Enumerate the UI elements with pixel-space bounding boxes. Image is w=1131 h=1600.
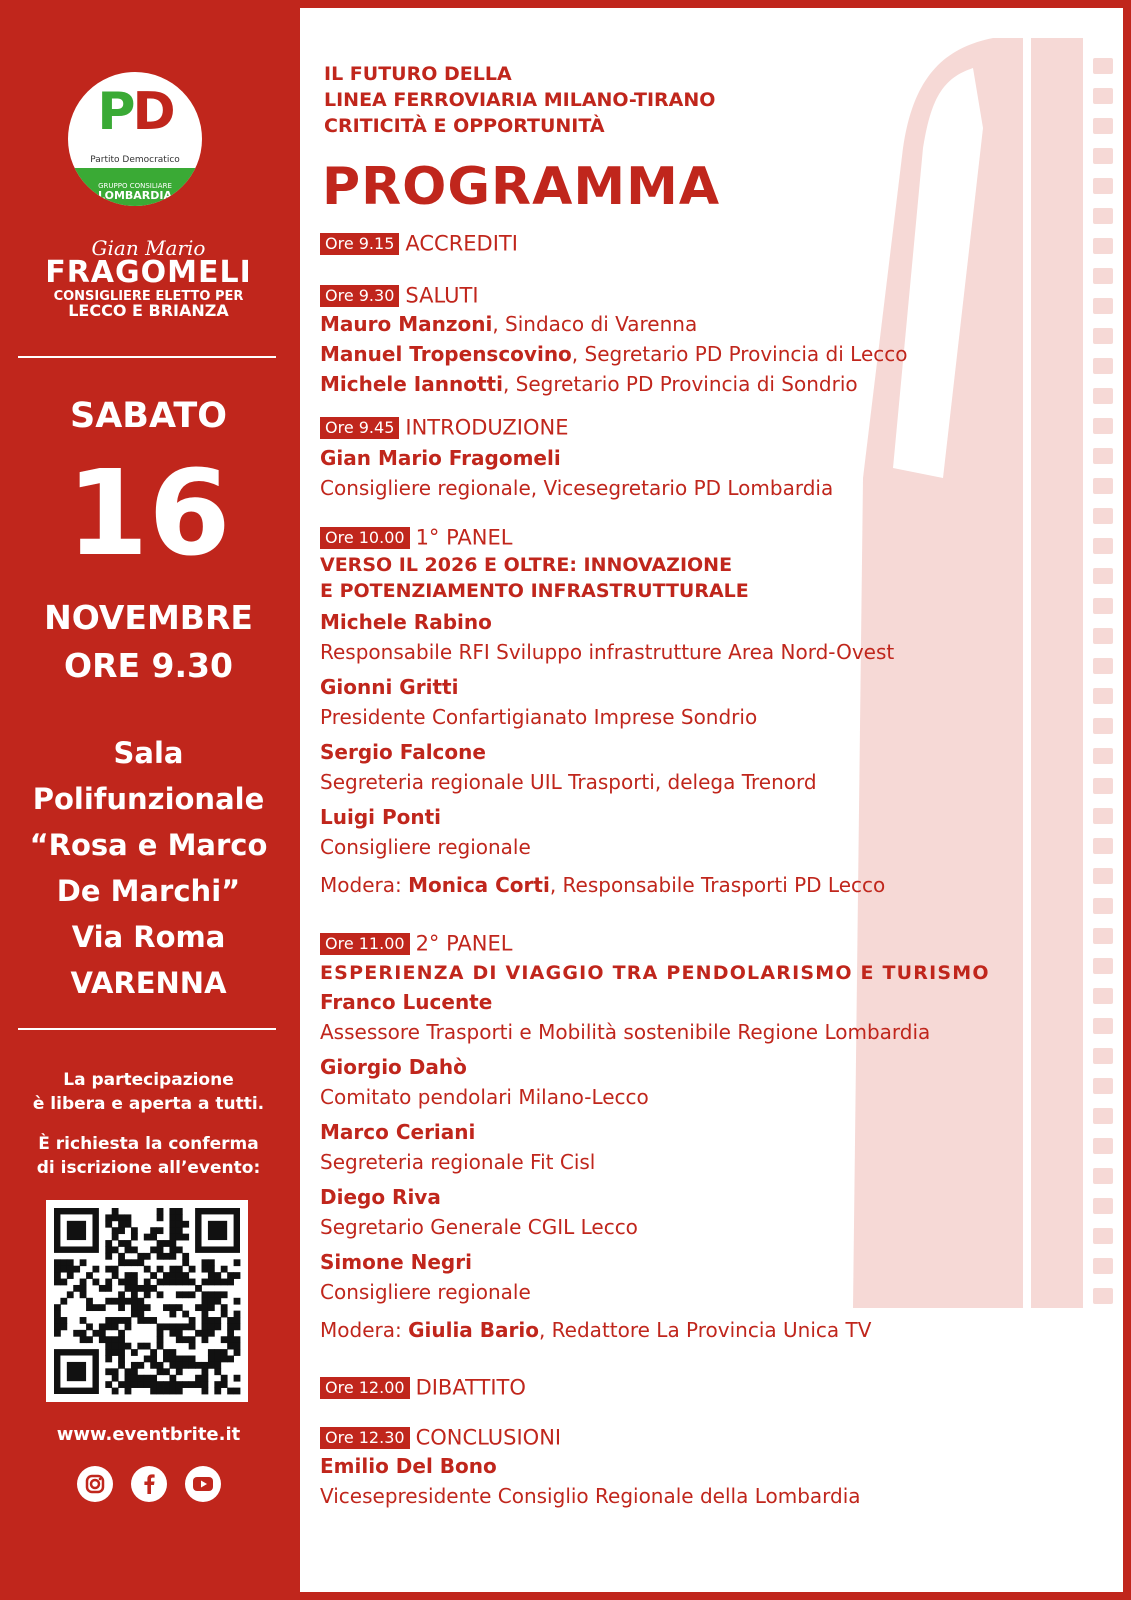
- time-badge: Ore 10.00: [320, 527, 410, 549]
- eventbrite-link[interactable]: www.eventbrite.it: [56, 1424, 241, 1445]
- sidebar: [0, 0, 297, 1600]
- speaker-role: Segreteria regionale Fit Cisl: [320, 1149, 596, 1174]
- schedule-slot: [320, 1374, 1120, 1400]
- speaker-role: Comitato pendolari Milano-Lecco: [320, 1084, 649, 1109]
- speaker-name: Gionni Gritti: [320, 674, 459, 699]
- registration-note: È richiesta la conferma di iscrizione all’evento:: [36, 1134, 261, 1178]
- slot-label: ACCREDITI: [405, 231, 518, 256]
- divider: [18, 356, 276, 358]
- slot-label: DIBATTITO: [415, 1375, 526, 1400]
- speaker-name: Sergio Falcone: [320, 739, 486, 764]
- logo-region: LOMBARDIA: [97, 189, 173, 202]
- panel-subtitle: ESPERIENZA DI VIAGGIO TRA PENDOLARISMO E TURISMO: [320, 961, 990, 984]
- schedule-slot: [320, 524, 1120, 897]
- header-line: IL FUTURO DELLA: [324, 63, 512, 85]
- event-date: 16: [66, 444, 231, 582]
- venue-line: “Rosa e Marco: [29, 828, 268, 862]
- participation-note: La partecipazione è libera e aperta a tutti.: [32, 1070, 265, 1114]
- speaker-name: Luigi Ponti: [320, 804, 442, 829]
- slot-label: 1° PANEL: [415, 525, 513, 550]
- time-badge: Ore 12.30: [320, 1427, 410, 1449]
- panel-subtitle: E POTENZIAMENTO INFRASTRUTTURALE: [320, 579, 749, 602]
- event-day: SABATO: [70, 396, 227, 436]
- candidate-role-line2: LECCO E BRIANZA: [68, 301, 229, 320]
- logo-group: GRUPPO CONSILIARE: [98, 182, 172, 190]
- logo-party-name: Partito Democratico: [90, 155, 180, 165]
- candidate-role-line1: CONSIGLIERE ELETTO PER: [53, 289, 244, 304]
- event-month: NOVEMBRE: [44, 598, 253, 637]
- schedule-slot: [320, 230, 1120, 256]
- speaker-line: Manuel Tropenscovino, Segretario PD Provincia di Lecco: [320, 341, 908, 366]
- speaker-line: Michele Iannotti, Segretario PD Provincia di Sondrio: [320, 371, 858, 396]
- time-badge: Ore 11.00: [320, 933, 410, 955]
- speaker-role: Assessore Trasporti e Mobilità sostenibile Regione Lombardia: [320, 1019, 931, 1044]
- speaker-name: Emilio Del Bono: [320, 1453, 497, 1478]
- speaker-role: Segretario Generale CGIL Lecco: [320, 1214, 638, 1239]
- logo-letter-p: P: [97, 82, 133, 142]
- speaker-role: Consigliere regionale, Vicesegretario PD Lombardia: [320, 475, 834, 500]
- speaker-role: Consigliere regionale: [320, 1279, 531, 1304]
- venue-line: Via Roma: [71, 920, 226, 954]
- speaker-name: Simone Negri: [320, 1249, 472, 1274]
- slot-label: 2° PANEL: [415, 931, 513, 956]
- pd-logo: [68, 72, 202, 206]
- social-links: [0, 1466, 297, 1502]
- program-panel: [300, 8, 1123, 1592]
- qr-code-graphic: [46, 1200, 248, 1402]
- slot-label: CONCLUSIONI: [415, 1425, 562, 1450]
- venue-line: Sala: [113, 736, 184, 770]
- time-badge: Ore 9.30: [320, 285, 399, 307]
- page-title: PROGRAMMA: [322, 157, 721, 217]
- moderator-line: Modera: Monica Corti, Responsabile Trasporti PD Lecco: [320, 872, 886, 897]
- venue-line: VARENNA: [70, 966, 227, 1000]
- panel-subtitle: VERSO IL 2026 E OLTRE: INNOVAZIONE: [320, 553, 733, 576]
- schedule-slot: [320, 1424, 1120, 1508]
- slot-label: INTRODUZIONE: [405, 415, 569, 440]
- venue-line: De Marchi”: [56, 874, 241, 908]
- speaker-role: Vicesepresidente Consiglio Regionale della Lombardia: [320, 1483, 861, 1508]
- slot-label: SALUTI: [405, 283, 479, 308]
- event-time: ORE 9.30: [64, 646, 233, 685]
- logo-letter-d: D: [132, 82, 173, 142]
- facebook-icon[interactable]: [131, 1466, 167, 1502]
- event-venue: [0, 730, 297, 1006]
- speaker-line: Mauro Manzoni, Sindaco di Varenna: [320, 311, 698, 336]
- divider: [18, 1028, 276, 1030]
- candidate-signature: Gian Mario: [91, 236, 206, 260]
- moderator-line: Modera: Giulia Bario, Redattore La Provincia Unica TV: [320, 1317, 872, 1342]
- qr-code[interactable]: [46, 1200, 248, 1402]
- schedule-slot: [320, 930, 1120, 1342]
- venue-line: Polifunzionale: [32, 782, 265, 816]
- time-badge: Ore 9.15: [320, 233, 399, 255]
- speaker-name: Michele Rabino: [320, 609, 492, 634]
- speaker-name: Giorgio Dahò: [320, 1054, 467, 1079]
- speaker-role: Consigliere regionale: [320, 834, 531, 859]
- instagram-icon[interactable]: [77, 1466, 113, 1502]
- time-badge: Ore 9.45: [320, 417, 399, 439]
- speaker-name: Diego Riva: [320, 1184, 441, 1209]
- speaker-name: Franco Lucente: [320, 989, 493, 1014]
- schedule-slot: [320, 414, 1120, 500]
- speaker-name: Marco Ceriani: [320, 1119, 476, 1144]
- time-badge: Ore 12.00: [320, 1377, 410, 1399]
- candidate-name: FRAGOMELI: [45, 255, 252, 290]
- speaker-role: Segreteria regionale UIL Trasporti, delega Trenord: [320, 769, 817, 794]
- header-line: LINEA FERROVIARIA MILANO-TIRANO: [324, 89, 716, 111]
- header-line: CRITICITÀ E OPPORTUNITÀ: [324, 115, 605, 137]
- speaker-role: Responsabile RFI Sviluppo infrastrutture Area Nord-Ovest: [320, 639, 895, 664]
- schedule-slot: [320, 282, 1120, 396]
- speaker-role: Presidente Confartigianato Imprese Sondrio: [320, 704, 758, 729]
- youtube-icon[interactable]: [185, 1466, 221, 1502]
- speaker-name: Gian Mario Fragomeli: [320, 445, 561, 470]
